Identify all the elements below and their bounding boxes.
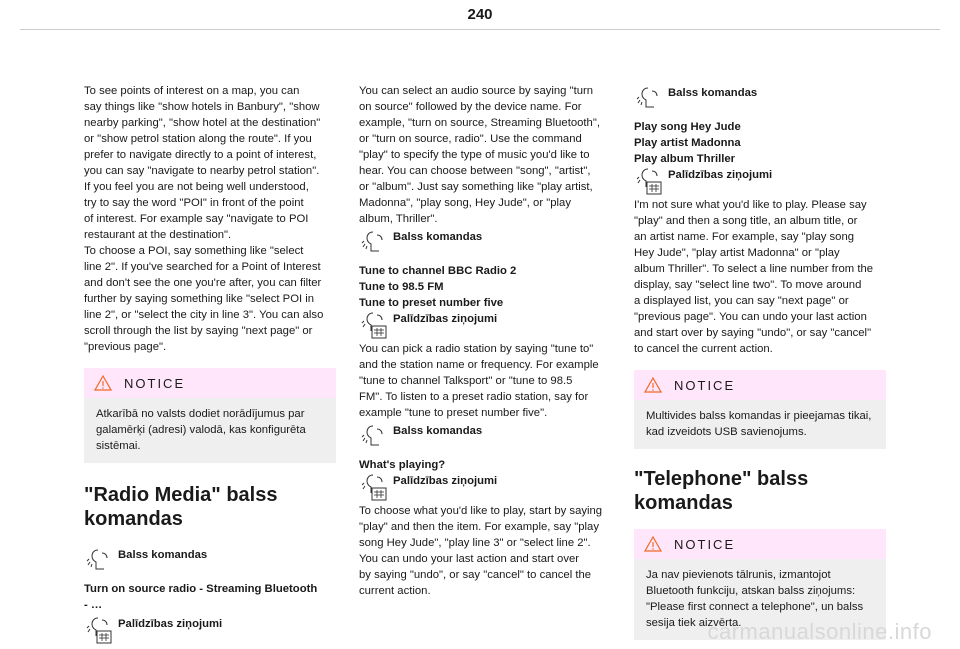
command-text: Play song Hey Jude Play artist Madonna Play album Thriller <box>634 121 741 165</box>
voice-message-icon <box>359 309 393 339</box>
notice-title: NOTICE <box>674 377 736 393</box>
column-2 <box>359 83 611 599</box>
command-text: Turn on source radio - Streaming Bluetooth - … <box>84 583 318 611</box>
watermark: carmanualsonline.info <box>707 619 932 644</box>
voice-message-icon <box>634 165 668 195</box>
notice-text: Ja nav pievienots tālrunis, izmantojot Bluetooth funkciju, atskan balss ziņojums: "Please first connect a telephone", un balss sesija tiek aizvērta. <box>646 569 864 629</box>
voice-command-row <box>359 421 611 451</box>
voice-message-row <box>634 165 886 195</box>
section-title-telephone: "Telephone" balss komandas <box>634 468 809 514</box>
voice-message-icon <box>359 471 393 501</box>
warning-triangle-icon <box>644 536 662 552</box>
voice-command-label: Balss komandas <box>393 231 483 243</box>
voice-message-row <box>359 309 611 339</box>
voice-command-label: Balss komandas <box>393 425 483 437</box>
choose-play-text: To choose what you'd like to play, start by saying "play" and then the item. For example, say "play song Hey Jude", "play line 3" or "select line 2". You can undo your last action and start over by saying "undo", or say "cancel" to cancel the current action. <box>359 505 603 597</box>
voice-message-label: Palīdzības ziņojumi <box>393 475 498 487</box>
warning-triangle-icon <box>644 377 662 393</box>
poi-intro-text: To see points of interest on a map, you can say things like "show hotels in Banbury", "show nearby parking", "show hotel at the destination" or "show petrol station along the route". If you prefer to navigate directly to a point of interest, you can say "navigate to nearby petrol station". If you feel you are not being well understood, try to say the word "POI" in front of the point of interest. For example say "navigate to POI restaurant at the destination". To choose a POI, say something like "select line 2". If you've searched for a Point of Interest and don't see the one you're after, you can filter further by saying something like "select POI in line 2", or "select the city in line 3". You can also scroll through the list by saying "next page" or "previous page". <box>84 85 324 353</box>
voice-message-row <box>84 614 336 644</box>
voice-message-icon <box>84 614 118 644</box>
audio-source-text: You can select an audio source by saying "turn on source" followed by the device name. For example, "turn on source, Streaming Bluetooth", or "turn on source, radio". Use the command "play" to specify the type of music you'd like to hear. You can choose between "song", "artist", or "album". Just say something like "play artist, Madonna", "play song, Hey Jude", or "play album, Thriller". <box>359 85 600 225</box>
notice-text: Multivides balss komandas ir pieejamas tikai, kad izveidots USB savienojums. <box>646 410 872 438</box>
notice-box <box>84 368 336 463</box>
voice-command-icon <box>634 83 668 113</box>
voice-message-row <box>359 471 611 501</box>
voice-command-label: Balss komandas <box>668 87 758 99</box>
voice-message-label: Palīdzības ziņojumi <box>668 169 773 181</box>
voice-command-icon <box>84 545 118 575</box>
column-1 <box>84 83 336 644</box>
voice-command-row <box>359 227 611 257</box>
notice-text: Atkarībā no valsts dodiet norādījumus par galamērķi (adresi) valodā, kas konfigurēta sistēmai. <box>96 408 306 452</box>
page-number: 240 <box>467 6 493 23</box>
voice-message-label: Palīdzības ziņojumi <box>118 618 223 630</box>
notice-box <box>634 370 886 449</box>
warning-triangle-icon <box>94 375 112 391</box>
command-text: Tune to channel BBC Radio 2 Tune to 98.5 FM Tune to preset number five <box>359 265 517 309</box>
notice-title: NOTICE <box>124 375 186 391</box>
command-text: What's playing? <box>359 459 446 471</box>
voice-command-row <box>84 545 336 575</box>
radio-station-text: You can pick a radio station by saying "tune to" and the station name or frequency. For example "tune to channel Talksport" or "tune to 98.5 FM". To listen to a preset radio station, say for example "tune to preset number five". <box>359 343 599 419</box>
notice-header <box>634 529 886 559</box>
voice-command-icon <box>359 227 393 257</box>
voice-command-label: Balss komandas <box>118 549 208 561</box>
voice-command-row <box>634 83 886 113</box>
voice-message-label: Palīdzības ziņojumi <box>393 313 498 325</box>
notice-title: NOTICE <box>674 536 736 552</box>
notice-header <box>84 368 336 398</box>
play-help-text: I'm not sure what you'd like to play. Please say "play" and then a song title, an album title, or an artist name. For example, say "play song Hey Jude", "play artist Madonna" or "play album Thriller". To select a line number from the display, say "select line two". To move around a displayed list, you can say "next page" or "previous page". You can undo your last action and start over by saying "undo", or say "cancel" to cancel the current action. <box>634 199 874 355</box>
top-divider <box>20 29 940 30</box>
column-3 <box>634 83 886 640</box>
section-title-radio-media: "Radio Media" balss komandas <box>84 484 278 530</box>
notice-header <box>634 370 886 400</box>
voice-command-icon <box>359 421 393 451</box>
